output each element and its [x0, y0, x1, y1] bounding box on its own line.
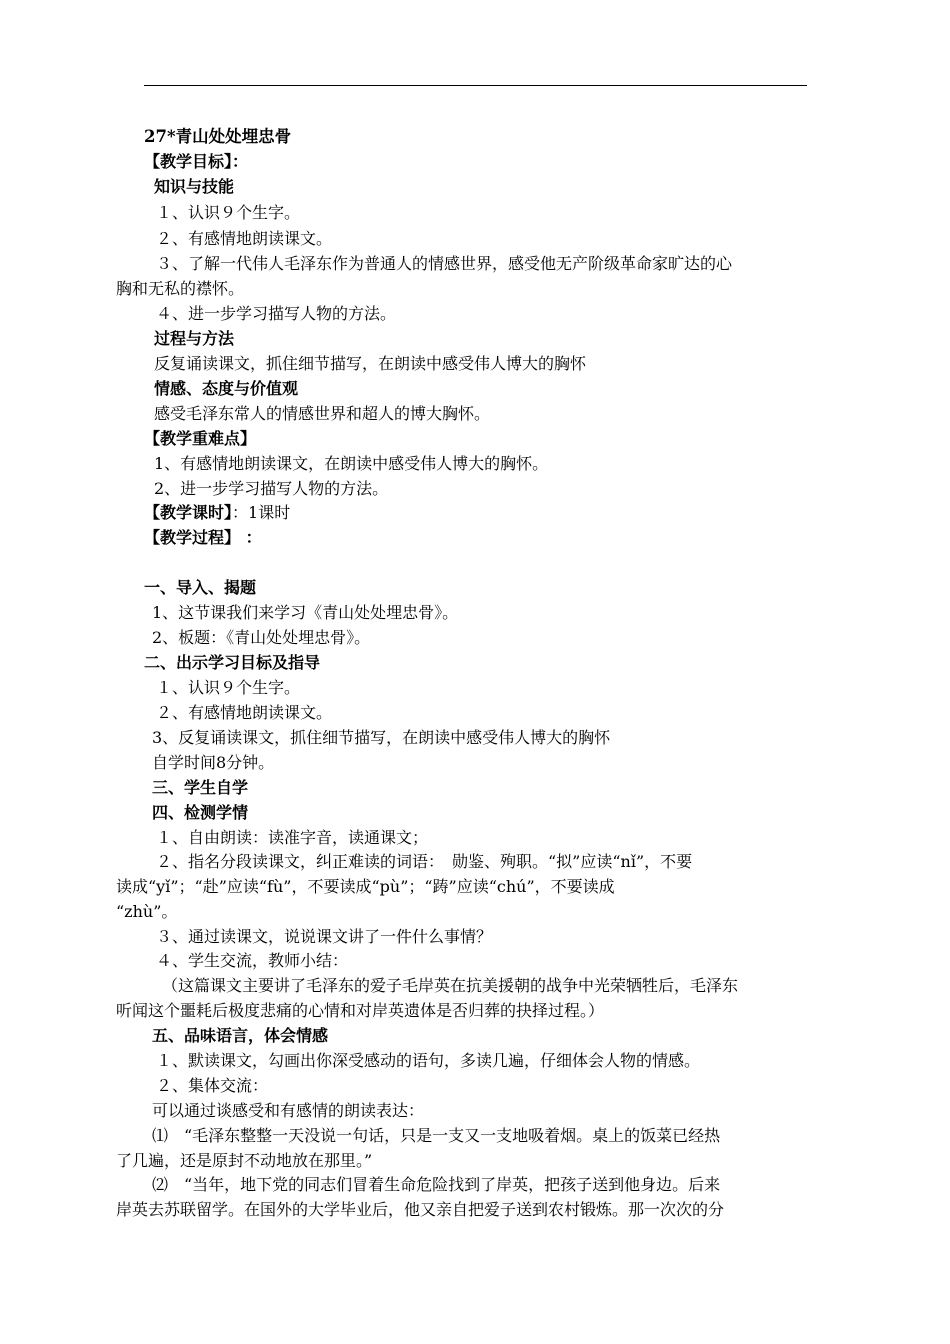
keypoint-item: 1、有感情地朗读课文，在朗读中感受伟人博大的胸怀。 — [154, 454, 549, 473]
goals-heading: 【教学目标】： — [144, 152, 249, 171]
section-item: 1、这节课我们来学习《青山处处埋忠骨》。 — [152, 603, 459, 622]
section-title: 五、品味语言，体会情感 — [152, 1026, 329, 1045]
knowledge-item-cont: 胸和无私的襟怀。 — [116, 279, 245, 298]
hours-value: ：1课时 — [232, 503, 291, 522]
hours-heading: 【教学课时】 — [144, 503, 233, 522]
process-text: 反复诵读课文，抓住细节描写，在朗读中感受伟人博大的胸怀 — [154, 354, 587, 373]
section-item: １、认识９个生字。 — [156, 678, 301, 697]
section-title: 二、出示学习目标及指导 — [144, 653, 321, 672]
section-line: （这篇课文主要讲了毛泽东的爱子毛岸英在抗美援朝的战争中光荣牺牲后，毛泽东 — [162, 976, 739, 995]
section-line: １、默读课文，勾画出你深受感动的语句，多读几遍，仔细体会人物的情感。 — [156, 1051, 701, 1070]
section-line: ４、学生交流，教师小结： — [156, 951, 349, 970]
emotion-heading: 情感、态度与价值观 — [154, 379, 299, 398]
section-line: ⑵ “当年，地下党的同志们冒着生命危险找到了岸英，把孩子送到他身边。后来 — [152, 1175, 721, 1194]
section-line: 读成“yǐ”；“赴”应读“fù”，不要读成“pù”；“踌”应读“chú”，不要读成 — [116, 877, 615, 896]
procedure-heading: 【教学过程】 ： — [144, 528, 262, 547]
section-item: 自学时间8分钟。 — [152, 753, 275, 772]
section-line: 可以通过谈感受和有感情的朗读表达： — [152, 1101, 425, 1120]
knowledge-item: ２、有感情地朗读课文。 — [156, 229, 333, 248]
section-line: １、自由朗读：读准字音，读通课文； — [156, 828, 429, 847]
knowledge-heading: 知识与技能 — [154, 177, 235, 196]
section-title: 三、学生自学 — [152, 778, 249, 797]
section-line: ２、集体交流： — [156, 1076, 269, 1095]
section-title: 四、检测学情 — [152, 803, 249, 822]
section-line: 了几遍，还是原封不动地放在那里。” — [116, 1151, 373, 1170]
section-item: 2、板题：《青山处处埋忠骨》。 — [152, 628, 371, 647]
section-line: ２、指名分段读课文，纠正难读的词语： 勋鉴、殉职。“拟”应读“nǐ”，不要 — [156, 852, 693, 871]
keypoint-item: 2、进一步学习描写人物的方法。 — [154, 479, 389, 498]
emotion-text: 感受毛泽东常人的情感世界和超人的博大胸怀。 — [154, 404, 491, 423]
section-line: ⑴ “毛泽东整整一天没说一句话，只是一支又一支地吸着烟。桌上的饭菜已经热 — [152, 1126, 721, 1145]
process-heading: 过程与方法 — [154, 329, 235, 348]
section-line: ３、通过读课文，说说课文讲了一件什么事情？ — [156, 927, 493, 946]
knowledge-item: ４、进一步学习描写人物的方法。 — [156, 304, 397, 323]
keypoints-heading: 【教学重难点】 — [144, 429, 257, 448]
section-title: 一、导入、揭题 — [144, 578, 257, 597]
knowledge-item: １、认识９个生字。 — [156, 203, 301, 222]
knowledge-item: ３、了解一代伟人毛泽东作为普通人的情感世界，感受他无产阶级革命家旷达的心 — [156, 254, 733, 273]
section-line: 岸英去苏联留学。在国外的大学毕业后，他又亲自把爱子送到农村锻炼。那一次次的分 — [116, 1200, 725, 1219]
lesson-title: 27*青山处处埋忠骨 — [144, 127, 292, 146]
section-item: 3、反复诵读课文，抓住细节描写，在朗读中感受伟人博大的胸怀 — [152, 728, 611, 747]
section-line: 听闻这个噩耗后极度悲痛的心情和对岸英遗体是否归葬的抉择过程。） — [116, 1001, 605, 1020]
header-rule — [144, 85, 807, 86]
section-item: ２、有感情地朗读课文。 — [156, 703, 333, 722]
hours-line — [144, 503, 290, 523]
section-line: “zhù”。 — [116, 902, 178, 921]
